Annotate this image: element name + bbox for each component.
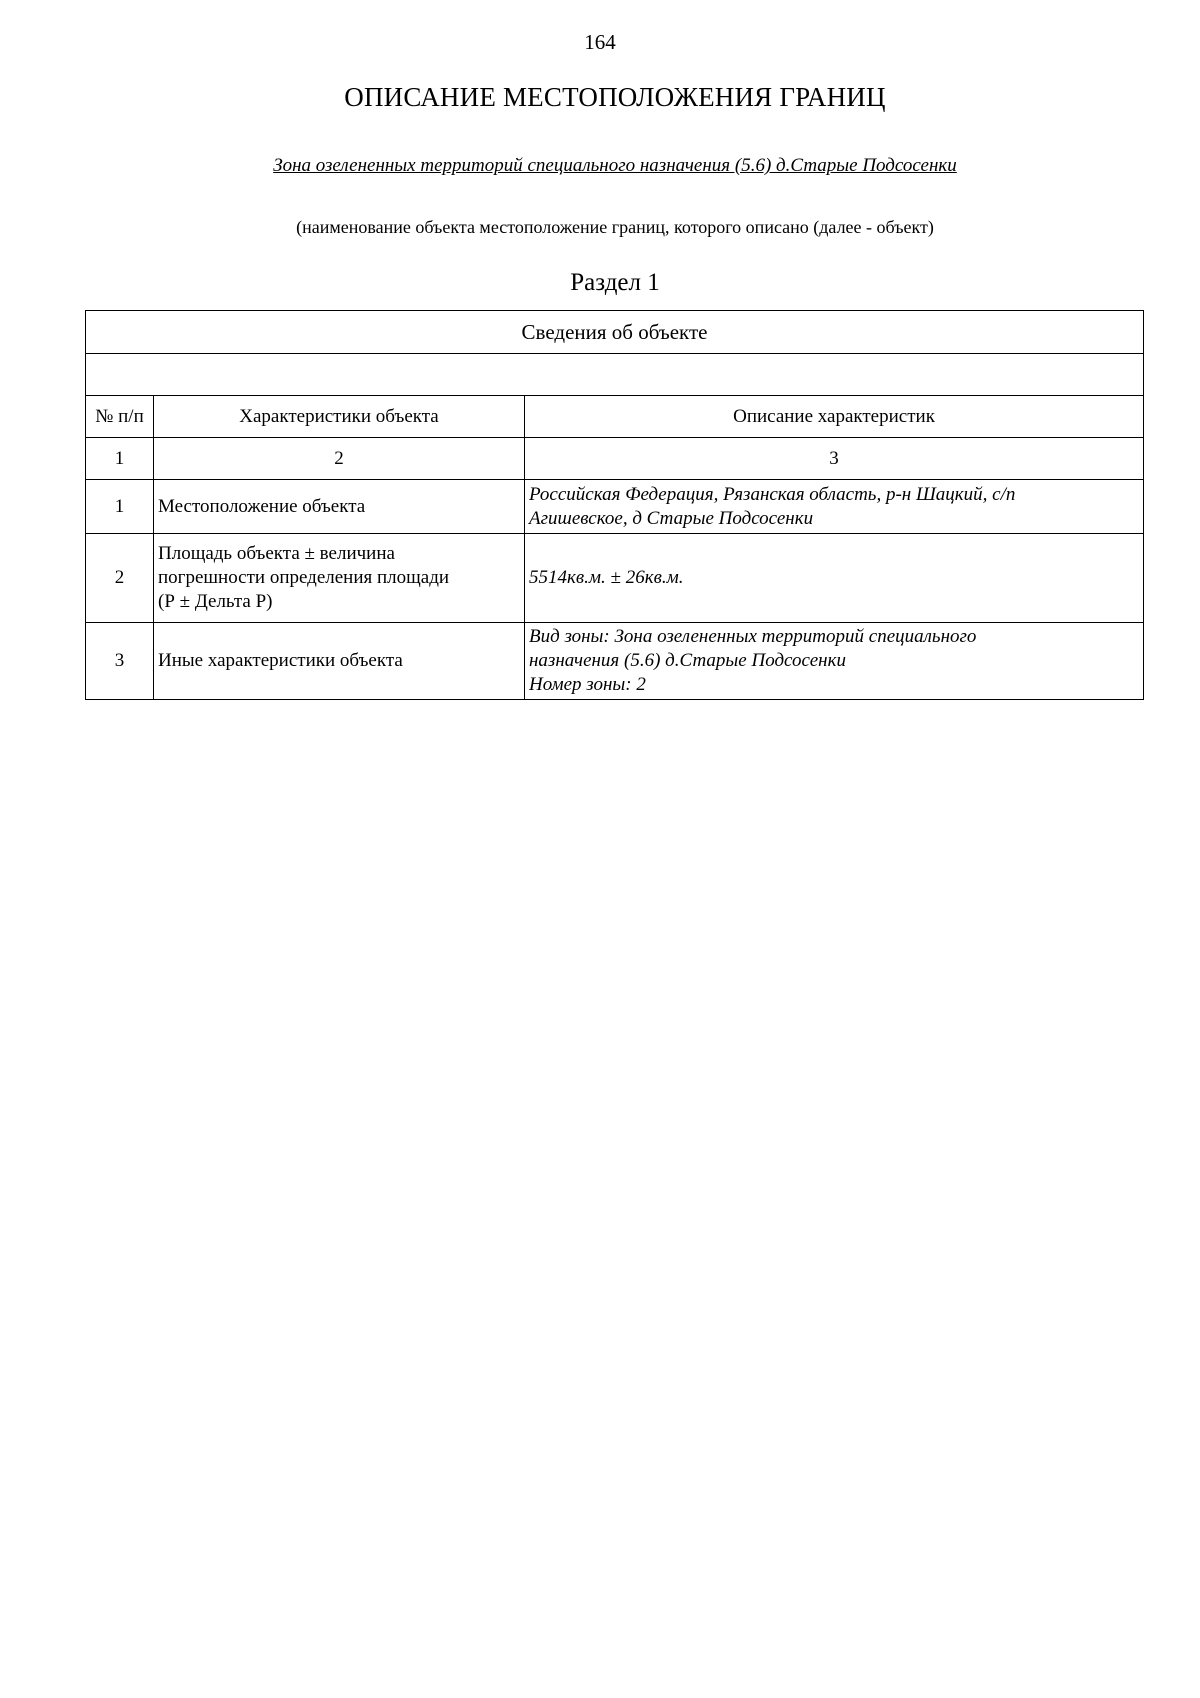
column-number-2: 2 [154,438,525,480]
table-row [86,480,1144,534]
description-line: Номер зоны: 2 [529,674,646,695]
row-characteristic: Местоположение объекта [154,480,525,534]
column-numbers-row [86,438,1144,480]
characteristic-line: (Р ± Дельта Р) [158,591,273,612]
column-number-3: 3 [525,438,1144,480]
object-name-caption: (наименование объекта местоположение границ, которого описано (далее - объект) [296,217,934,237]
row-characteristic: Иные характеристики объекта [154,623,525,700]
characteristic-line: Площадь объекта ± величина [158,543,395,564]
row-number: 2 [86,534,154,623]
description-line: назначения (5.6) д.Старые Подсосенки [529,650,846,671]
row-number: 3 [86,623,154,700]
row-number: 1 [86,480,154,534]
description-line: Российская Федерация, Рязанская область, р-н Шацкий, с/п [529,483,1016,505]
characteristic-line: погрешности определения площади [158,567,450,588]
row-description: 5514кв.м. ± 26кв.м. [525,534,1144,623]
column-headers-row [86,396,1144,438]
column-header-characteristic: Характеристики объекта [154,396,525,438]
empty-cell [86,354,1144,396]
table-empty-row [86,354,1144,396]
column-header-description: Описание характеристик [525,396,1144,438]
table-row [86,534,1144,623]
description-line: Вид зоны: Зона озелененных территорий специального [529,626,977,647]
document-title: ОПИСАНИЕ МЕСТОПОЛОЖЕНИЯ ГРАНИЦ [344,82,886,112]
object-info-table [85,310,1144,700]
row-characteristic [154,534,525,623]
section-title: Раздел 1 [570,269,660,296]
table-header: Сведения об объекте [86,311,1144,354]
table-header-row [86,311,1144,354]
column-number-1: 1 [86,438,154,480]
column-header-num: № п/п [86,396,154,438]
table-row [86,623,1144,700]
page-number: 164 [584,30,616,54]
row-description [525,623,1144,700]
description-line: Агишевское, д Старые Подсосенки [529,507,814,529]
row-description [525,480,1144,534]
object-name: Зона озелененных территорий специального назначения (5.6) д.Старые Подсосенки [273,155,957,176]
